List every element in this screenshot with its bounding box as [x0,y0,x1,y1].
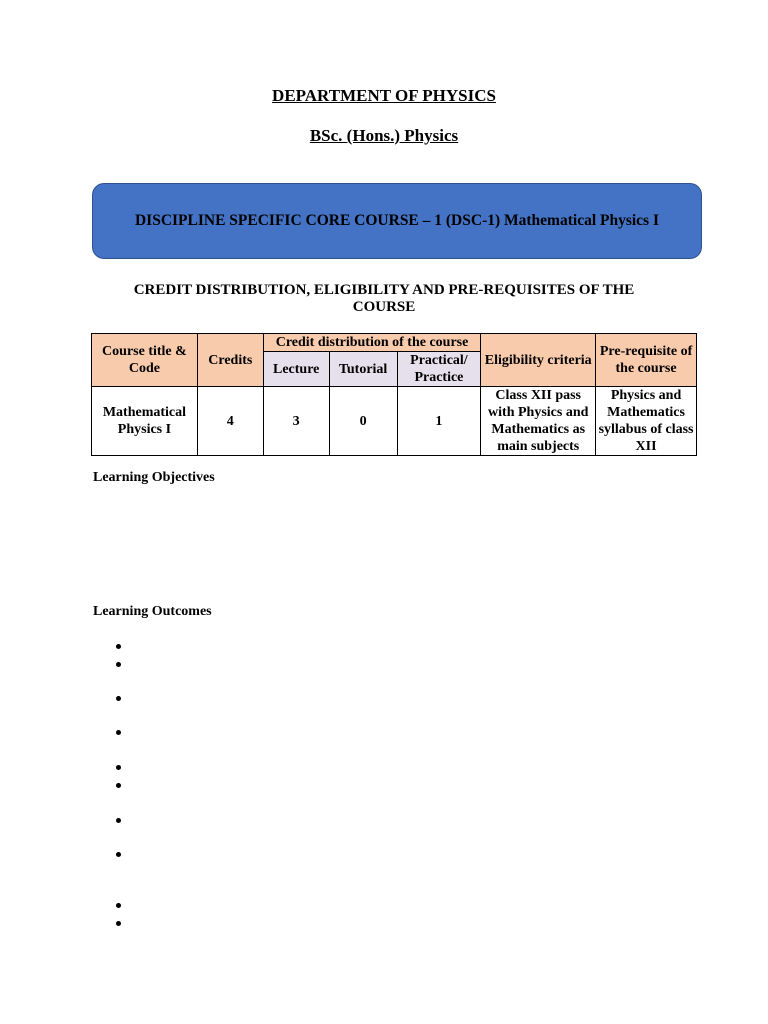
header-credit-distribution: Credit distribution of the course [263,334,481,352]
bullet-icon [115,851,123,859]
cell-credits: 4 [197,387,263,456]
bullet-icon [115,920,123,928]
cell-practical: 1 [397,387,481,456]
header-lecture: Lecture [263,352,329,387]
header-eligibility: Eligibility criteria [481,334,596,387]
bullet-icon [115,902,123,910]
header-prerequisite: Pre-requisite of the course [596,334,697,387]
cell-course-title: Mathematical Physics I [92,387,198,456]
learning-outcomes-heading: Learning Outcomes [93,604,212,619]
credit-distribution-table [91,333,697,456]
bullet-icon [115,729,123,737]
cell-tutorial: 0 [329,387,397,456]
bullet-icon [115,643,123,651]
header-credits: Credits [197,334,263,387]
header-tutorial: Tutorial [329,352,397,387]
table-row [92,387,697,456]
course-banner [92,183,702,259]
bullet-icon [115,764,123,772]
course-banner-title: DISCIPLINE SPECIFIC CORE COURSE – 1 (DSC-1) Mathematical Physics I [134,212,659,229]
header-practical: Practical/ Practice [397,352,481,387]
cell-eligibility: Class XII pass with Physics and Mathematics as main subjects [481,387,596,456]
bullet-icon [115,661,123,669]
bullet-icon [115,782,123,790]
cell-prerequisite: Physics and Mathematics syllabus of class XII [596,387,697,456]
cell-lecture: 3 [263,387,329,456]
bullet-icon [115,695,123,703]
bullet-icon [115,817,123,825]
learning-objectives-heading: Learning Objectives [93,470,215,485]
department-title: DEPARTMENT OF PHYSICS [272,86,496,105]
credit-distribution-heading: CREDIT DISTRIBUTION, ELIGIBILITY AND PRE-REQUISITES OF THE COURSE [133,282,635,315]
programme-title: BSc. (Hons.) Physics [309,126,459,145]
header-course-title: Course title & Code [92,334,198,387]
